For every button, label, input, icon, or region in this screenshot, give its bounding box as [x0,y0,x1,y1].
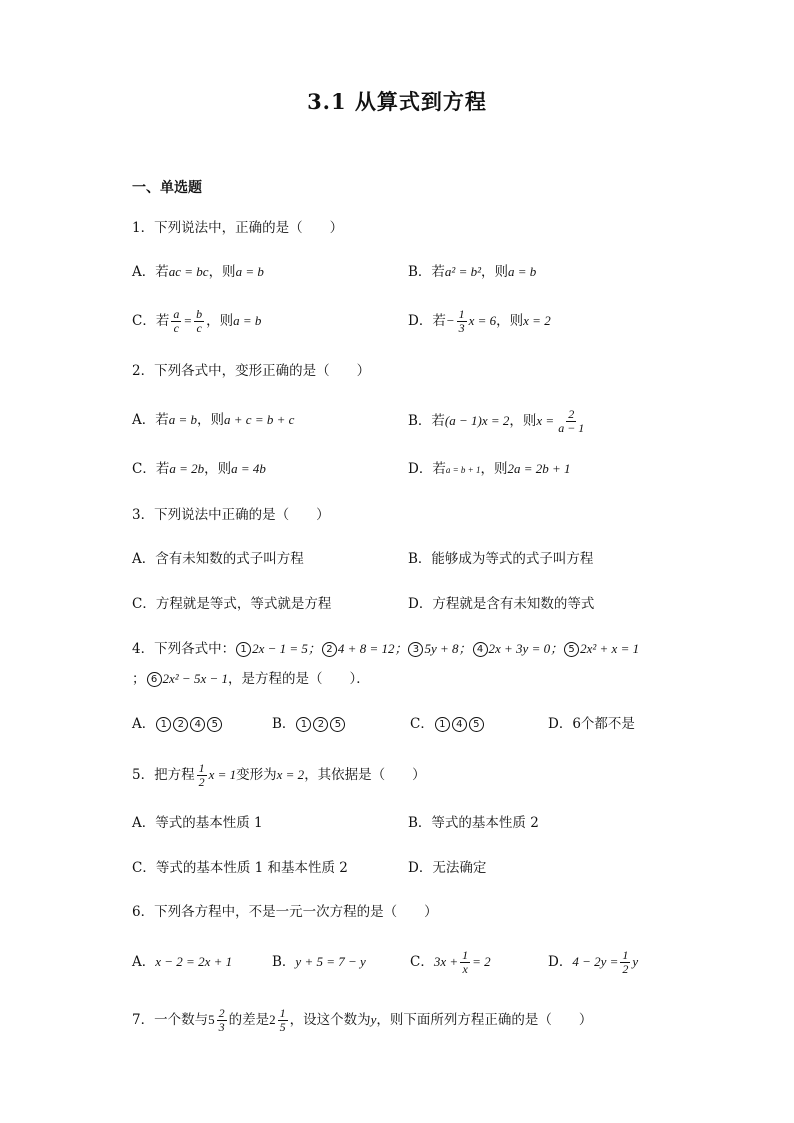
q1-option-a: A．若ac = bc，则a = b [132,264,264,280]
q6-option-a: A．x − 2 = 2x + 1 [132,954,233,970]
q1-option-c: C．若 $\frac{a}{c}$ = $\frac{b}{c}$ ，则a = b [132,307,262,335]
question-2-stem: 2．下列各式中，变形正确的是（ ） [132,363,371,379]
q2-option-c: C．若a = 2b，则a = 4b [132,461,266,477]
q4-option-d: D．6个都不是 [548,716,635,732]
q3-option-a: A．含有未知数的式子叫方程 [132,551,304,567]
q5-option-d: D．无法确定 [408,860,487,876]
q4-option-c: C． 1 4 5 [410,714,485,734]
question-4-stem-line1: 4．下列各式中： 1 2x − 1 = 5； 2 4 + 8 = 12； 3 5y + 8； 4 2x + 3y = 0； 5 2x² + x = 1 [132,641,640,657]
q2-option-a: A．若a = b，则a + c = b + c [132,412,295,428]
q1-option-d: D．若− $\frac{1}{3}$ x = 6，则x = 2 [408,307,551,335]
q5-option-c: C．等式的基本性质 1 和基本性质 2 [132,860,348,876]
q4-option-a: A． 1 2 4 5 [132,714,223,734]
question-7-stem: 7．一个数与5 $\frac{2}{3}$ 的差是2 $\frac{1}{5}$ ，设这个数为y，则下面所列方程正确的是（ ） [132,1006,593,1034]
q2-option-b: B．若(a − 1)x = 2，则x = $\frac{2}{a - 1}$ [408,407,585,435]
q6-option-b: B．y + 5 = 7 − y [272,954,366,970]
q5-option-a: A．等式的基本性质 1 [132,815,263,831]
question-4-stem-line2: ； 6 2x² − 5x − 1，是方程的是（ ）． [132,671,370,687]
section-heading: 一、单选题 [132,180,202,196]
q3-option-c: C．方程就是等式，等式就是方程 [132,596,332,612]
q1-option-b: B．若a² = b²，则a = b [408,264,537,280]
q5-option-b: B．等式的基本性质 2 [408,815,539,831]
q6-option-c: C．3x + $\frac{1}{x}$ = 2 [410,948,491,976]
q4-option-b: B． 1 2 5 [272,714,346,734]
q6-option-d: D．4 − 2y = $\frac{1}{2}$ y [548,948,639,976]
page-title: 3.1 从算式到方程 [307,89,487,114]
question-5-stem: 5．把方程 $\frac{1}{2}$ x = 1变形为x = 2，其依据是（ ） [132,761,426,789]
q3-option-b: B．能够成为等式的式子叫方程 [408,551,594,567]
q3-option-d: D．方程就是含有未知数的等式 [408,596,595,612]
question-1-stem: 1．下列说法中，正确的是（ ） [132,220,344,236]
question-3-stem: 3．下列说法中正确的是（ ） [132,507,330,523]
q2-option-d: D．若a = b + 1，则2a = 2b + 1 [408,461,571,477]
question-6-stem: 6．下列各方程中，不是一元一次方程的是（ ） [132,904,438,920]
